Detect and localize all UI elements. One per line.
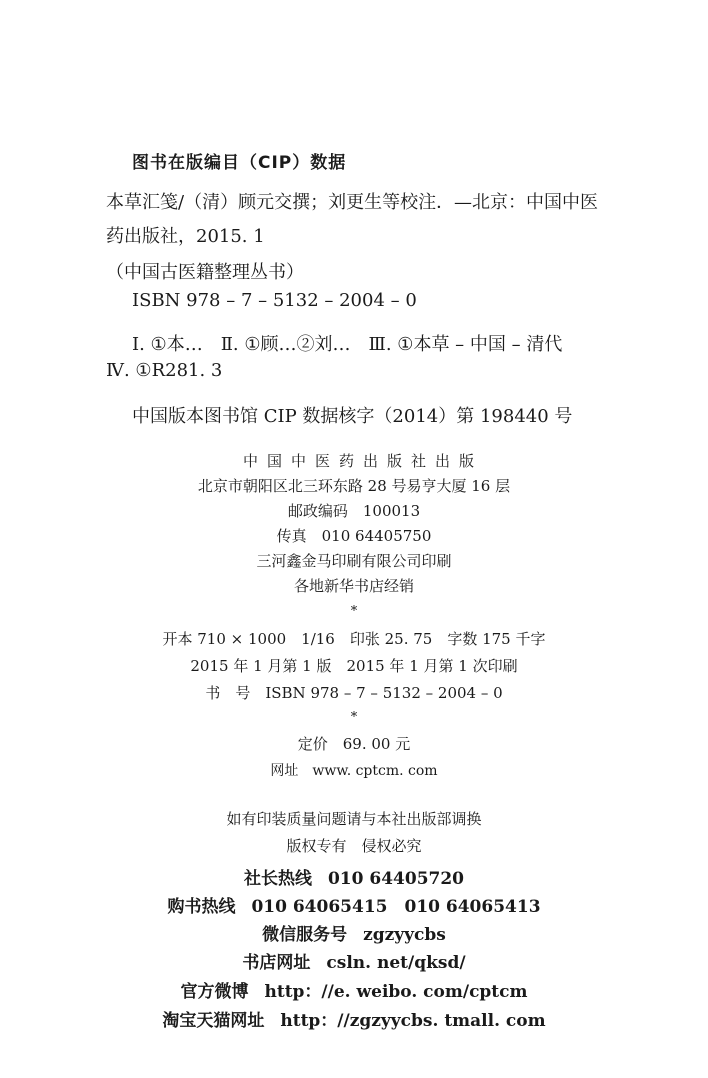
price: 定价 69. 00 元	[297, 735, 411, 753]
cip-description-line-1: 本草汇笺/（清）顾元交撰；刘更生等校注．—北京：中国中医	[106, 192, 599, 213]
contact-president-hotline	[0, 864, 708, 889]
format-info: 开本 710 × 1000 1/16 印张 25. 75 字数 175 千字	[162, 630, 546, 648]
fax: 传真 010 64405750	[276, 527, 432, 545]
cip-heading: 图书在版编目（CIP）数据	[132, 153, 347, 173]
cip-classification-line-2: Ⅳ. ①R281. 3	[106, 360, 223, 381]
website: 网址 www. cptcm. com	[270, 763, 438, 779]
cip-series: （中国古医籍整理丛书）	[106, 262, 304, 283]
contact-bookstore-url	[0, 948, 708, 973]
contact-label: 淘宝天猫网址	[162, 1011, 265, 1031]
contact-label: 社长热线	[243, 869, 312, 889]
separator-star: *	[350, 710, 358, 725]
cip-description-line-2: 药出版社，2015. 1	[106, 226, 265, 247]
contact-value: http：//zgzyycbs. tmall. com	[280, 1011, 546, 1031]
postcode: 邮政编码 100013	[287, 502, 421, 520]
contact-purchase-hotline	[0, 892, 708, 917]
contact-value: zgzyycbs	[363, 925, 446, 945]
publisher-address: 北京市朝阳区北三环东路 28 号易亨大厦 16 层	[197, 477, 511, 495]
cip-isbn: ISBN 978 – 7 – 5132 – 2004 – 0	[132, 290, 417, 311]
contact-value: http：//e. weibo. com/cptcm	[264, 982, 528, 1002]
contact-label: 购书热线	[167, 897, 236, 917]
contact-label: 微信服务号	[262, 925, 348, 945]
contact-value: 010 64405720	[327, 869, 465, 889]
publisher-line: 中国中医药出版社出版	[242, 452, 483, 470]
contact-label: 官方微博	[180, 982, 249, 1002]
separator-star: *	[350, 604, 358, 619]
book-number: 书 号 ISBN 978 – 7 – 5132 – 2004 – 0	[205, 684, 503, 702]
contact-wechat	[0, 920, 708, 945]
quality-notice: 如有印装质量问题请与本社出版部调换	[226, 810, 482, 828]
printer: 三河鑫金马印刷有限公司印刷	[256, 552, 452, 570]
contact-tmall	[0, 1006, 708, 1031]
contact-value: csln. net/qksd/	[326, 953, 466, 973]
copyright-notice: 版权专有 侵权必究	[286, 837, 422, 855]
distributor: 各地新华书店经销	[293, 577, 414, 595]
edition-info: 2015 年 1 月第 1 版 2015 年 1 月第 1 次印刷	[190, 657, 518, 675]
cip-record-number: 中国版本图书馆 CIP 数据核字（2014）第 198440 号	[132, 406, 573, 427]
cip-classification-line-1: Ⅰ. ①本… Ⅱ. ①顾…②刘… Ⅲ. ①本草 – 中国 – 清代	[132, 334, 563, 355]
contact-value: 010 64065415 010 64065413	[251, 897, 541, 917]
contact-weibo	[0, 977, 708, 1002]
contact-label: 书店网址	[242, 953, 311, 973]
